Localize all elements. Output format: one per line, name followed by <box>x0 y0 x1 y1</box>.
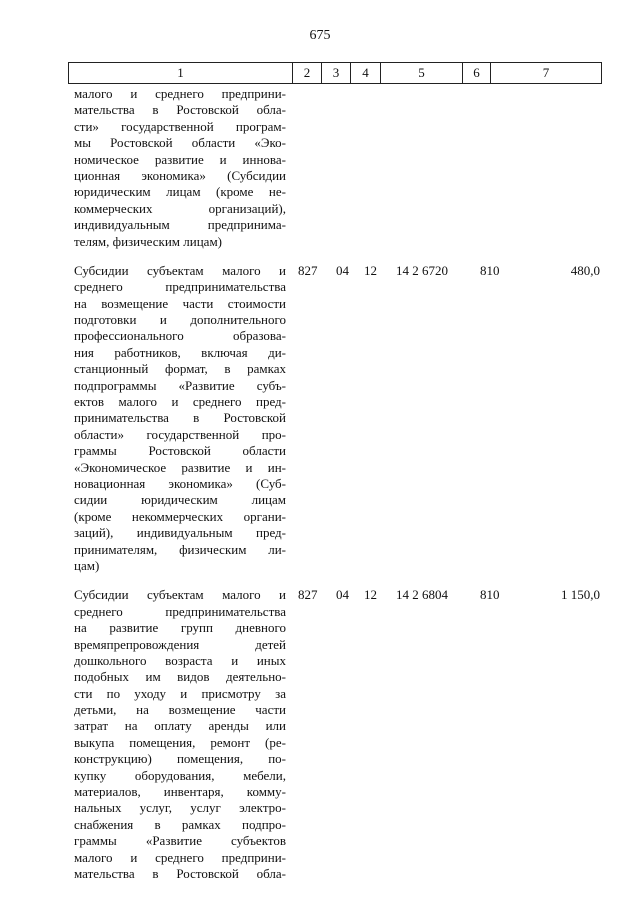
amount: 1 150,0 <box>561 587 600 603</box>
page-number: 675 <box>309 28 331 43</box>
row-description <box>74 587 286 882</box>
description-line: станционный формат, в рамках <box>74 361 286 377</box>
header-cell-5: 5 <box>381 63 463 83</box>
description-line: «Экономическое развитие и ин- <box>74 459 286 475</box>
header-cell-4: 4 <box>351 63 381 83</box>
target-article-code: 14 2 6804 <box>396 587 448 603</box>
description-line: телям, физическим лицам) <box>74 233 222 249</box>
description-line: купку оборудования, мебели, <box>74 767 286 783</box>
description-line: на развитие групп дневного <box>74 620 286 636</box>
description-line: сти» государственной програм- <box>74 118 286 134</box>
table-row <box>74 263 600 574</box>
description-line: среднего предпринимательства <box>74 279 286 295</box>
description-line: ектов малого и среднего пред- <box>74 394 286 410</box>
row-description <box>74 86 286 250</box>
description-line: новационная экономика» (Суб- <box>74 475 286 491</box>
description-line: сти по уходу и присмотру за <box>74 685 286 701</box>
description-line: затрат на оплату аренды или <box>74 718 286 734</box>
description-line: области» государственной про- <box>74 426 286 442</box>
description-line: нальных услуг, услуг электро- <box>74 800 286 816</box>
ved-code: 827 <box>298 587 318 603</box>
table-body <box>74 86 600 882</box>
header-cell-1: 1 <box>69 63 293 83</box>
description-line: заций), индивидуальным пред- <box>74 525 286 541</box>
subsection-code: 12 <box>364 262 377 278</box>
description-line: профессионального образова- <box>74 328 286 344</box>
target-article-code: 14 2 6720 <box>396 262 448 278</box>
description-line: снабжения в рамках подпро- <box>74 816 286 832</box>
description-line: индивидуальным предпринима- <box>74 217 286 233</box>
section-code: 04 <box>336 587 349 603</box>
row-description <box>74 263 286 574</box>
description-line: малого и среднего предприни- <box>74 86 286 101</box>
description-line: Субсидии субъектам малого и <box>74 587 286 603</box>
description-line: конструкцию) помещения, по- <box>74 751 286 767</box>
header-cell-7: 7 <box>542 65 550 80</box>
description-line: выкупа помещения, ремонт (ре- <box>74 734 286 750</box>
description-line: сидии юридическим лицам <box>74 492 286 508</box>
description-line: подобных им видов деятельно- <box>74 669 286 685</box>
header-cell-3: 3 <box>322 63 351 83</box>
description-line: подпрограммы «Развитие субъ- <box>74 377 286 393</box>
description-line: мательства в Ростовской обла- <box>74 865 286 881</box>
description-line: цам) <box>74 557 100 573</box>
table-row <box>74 86 600 250</box>
description-line: малого и среднего предприни- <box>74 849 286 865</box>
table-row <box>74 587 600 882</box>
description-line: мательства в Ростовской обла- <box>74 102 286 118</box>
expense-type-code: 810 <box>480 262 500 278</box>
description-line: детьми, на возмещение части <box>74 702 286 718</box>
description-line: подготовки и дополнительного <box>74 312 286 328</box>
description-line: принимателям, физическим ли- <box>74 541 286 557</box>
description-line: граммы «Развитие субъектов <box>74 833 286 849</box>
subsection-code: 12 <box>364 587 377 603</box>
description-line: ния работников, включая ди- <box>74 344 286 360</box>
description-line: (кроме некоммерческих органи- <box>74 508 286 524</box>
description-line: времяпрепровождения детей <box>74 636 286 652</box>
amount: 480,0 <box>570 262 600 278</box>
description-line: номическое развитие и иннова- <box>74 151 286 167</box>
description-line: Субсидии субъектам малого и <box>74 262 286 278</box>
description-line: ционная экономика» (Субсидии <box>74 167 286 183</box>
expense-type-code: 810 <box>480 587 500 603</box>
ved-code: 827 <box>298 262 318 278</box>
description-line: мы Ростовской области «Эко- <box>74 135 286 151</box>
description-line: дошкольного возраста и иных <box>74 652 286 668</box>
description-line: на возмещение части стоимости <box>74 295 286 311</box>
header-cell-2: 2 <box>293 63 322 83</box>
table-header <box>68 62 602 84</box>
header-cell-6: 6 <box>463 63 491 83</box>
description-line: принимательства в Ростовской <box>74 410 286 426</box>
description-line: материалов, инвентаря, комму- <box>74 784 286 800</box>
section-code: 04 <box>336 262 349 278</box>
description-line: граммы Ростовской области <box>74 443 286 459</box>
description-line: среднего предпринимательства <box>74 603 286 619</box>
description-line: юридическим лицам (кроме не- <box>74 184 286 200</box>
description-line: коммерческих организаций), <box>74 200 286 216</box>
